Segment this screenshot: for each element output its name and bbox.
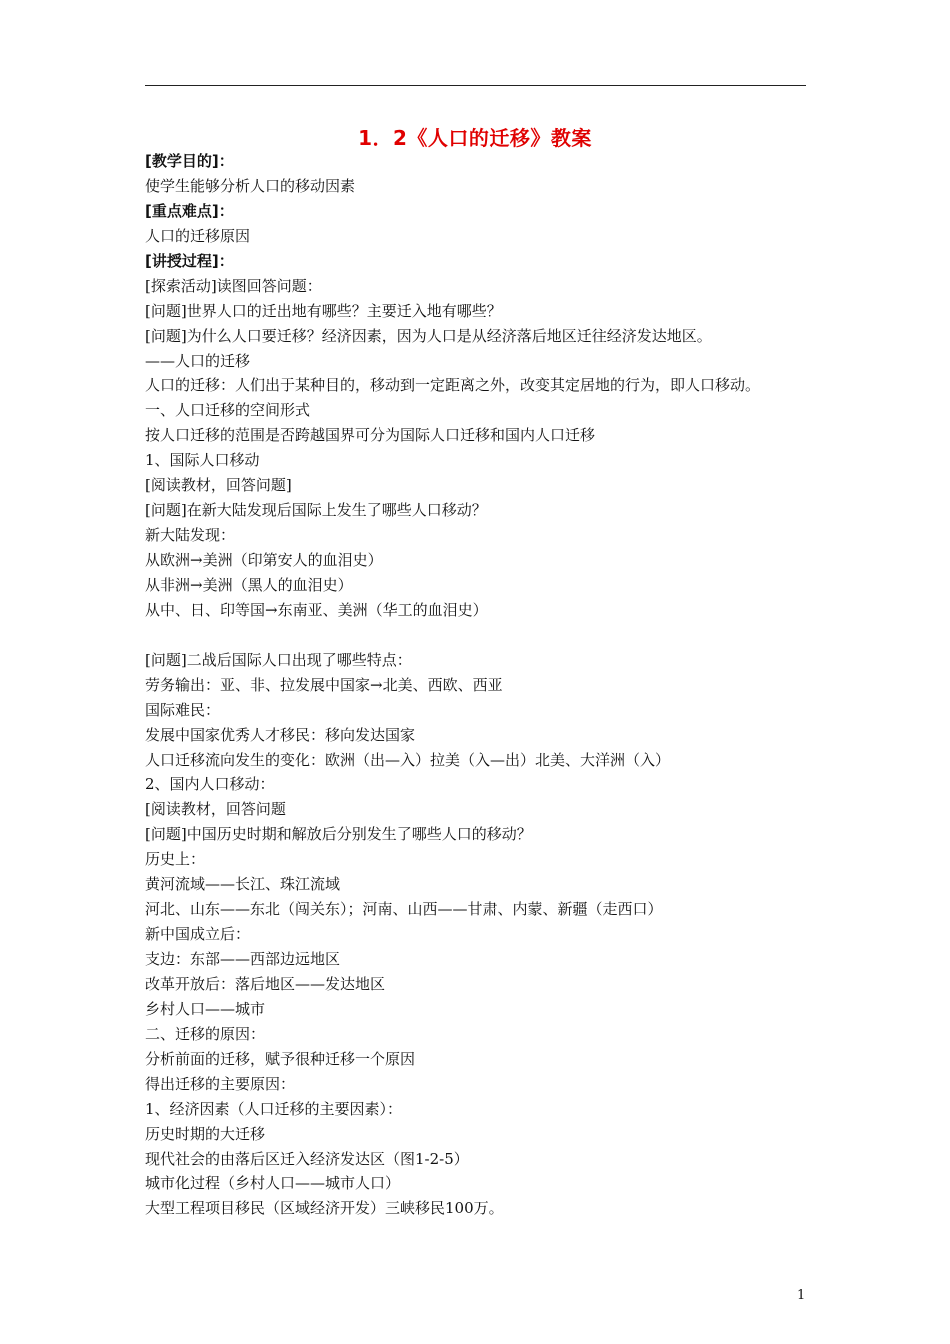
body-line: 分析前面的迁移，赋予很种迁移一个原因 bbox=[145, 1049, 416, 1068]
body-line: 从欧洲→美洲（印第安人的血泪史） bbox=[145, 551, 383, 569]
body-line: 劳务输出：亚、非、拉发展中国家→北美、西欧、西亚 bbox=[145, 675, 503, 694]
body-line: [问题]中国历史时期和解放后分别发生了哪些人口的移动？ bbox=[145, 825, 532, 844]
section-heading: [教学目的]： bbox=[145, 152, 234, 170]
body-line: 新中国成立后： bbox=[145, 925, 251, 944]
body-line: 河北、山东——东北（闯关东）；河南、山西——甘肃、内蒙、新疆（走西口） bbox=[145, 900, 663, 919]
body-line bbox=[145, 623, 825, 648]
body-line: 得出迁移的主要原因： bbox=[145, 1074, 296, 1093]
body-line: 改革开放后：落后地区——发达地区 bbox=[145, 974, 386, 993]
body-line: 历史时期的大迁移 bbox=[145, 1124, 266, 1143]
body-line: [探索活动]读图回答问题： bbox=[145, 276, 322, 295]
body-line: 1、国际人口移动 bbox=[145, 451, 260, 470]
section-heading: [讲授过程]： bbox=[145, 251, 234, 270]
body-line: 一、人口迁移的空间形式 bbox=[145, 401, 311, 420]
body-line: 人口的迁移：人们出于某种目的，移动到一定距离之外，改变其定居地的行为，即人口移动。 bbox=[145, 376, 761, 395]
body-line: 人口迁移流向发生的变化：欧洲（出—入）拉美（入—出）北美、大洋洲（入） bbox=[145, 750, 671, 769]
body-line: [阅读教材，回答问题 bbox=[145, 800, 286, 819]
body-line: [问题]在新大陆发现后国际上发生了哪些人口移动？ bbox=[145, 501, 487, 520]
body-line: ——人口的迁移 bbox=[145, 351, 251, 370]
body-line: [问题]为什么人口要迁移？经济因素，因为人口是从经济落后地区迁往经济发达地区。 bbox=[145, 326, 712, 345]
body-line: 国际难民： bbox=[145, 700, 221, 719]
body-line: 二、迁移的原因： bbox=[145, 1024, 266, 1043]
body-line: 按人口迁移的范围是否跨越国界可分为国际人口迁移和国内人口迁移 bbox=[145, 426, 596, 445]
section-heading: [重点难点]： bbox=[145, 201, 234, 220]
body-line: 支边：东部——西部边远地区 bbox=[145, 950, 341, 968]
body-line: [问题]二战后国际人口出现了哪些特点： bbox=[145, 650, 412, 669]
body-line: 1、经济因素（人口迁移的主要因素）： bbox=[145, 1099, 403, 1118]
body-line: 从中、日、印等国→东南亚、美洲（华工的血泪史） bbox=[145, 600, 488, 619]
body-line: 2、国内人口移动： bbox=[145, 775, 275, 794]
body-line: 现代社会的由落后区迁入经济发达区（图1-2-5） bbox=[145, 1149, 469, 1168]
body-line: [问题]世界人口的迁出地有哪些？主要迁入地有哪些？ bbox=[145, 301, 502, 320]
header-rule bbox=[145, 85, 806, 86]
body-line: 发展中国家优秀人才移民：移向发达国家 bbox=[145, 725, 416, 744]
body-line: 新大陆发现： bbox=[145, 526, 236, 545]
body-line: 城市化过程（乡村人口——城市人口） bbox=[145, 1174, 401, 1193]
body-line: 从非洲→美洲（黑人的血泪史） bbox=[145, 575, 353, 594]
body-line: 黄河流域——长江、珠江流域 bbox=[145, 875, 341, 894]
body-line: [阅读教材，回答问题] bbox=[145, 476, 292, 495]
body-line: 历史上： bbox=[145, 850, 206, 869]
body-line: 使学生能够分析人口的移动因素 bbox=[145, 176, 356, 195]
document-body bbox=[145, 149, 825, 1221]
body-line: 乡村人口——城市 bbox=[145, 999, 266, 1018]
body-line: 人口的迁移原因 bbox=[145, 226, 251, 245]
document-title: 1．2《人口的迁移》教案 bbox=[358, 126, 592, 150]
page-number: 1 bbox=[797, 1288, 806, 1303]
body-line: 大型工程项目移民（区域经济开发）三峡移民100万。 bbox=[145, 1199, 504, 1218]
